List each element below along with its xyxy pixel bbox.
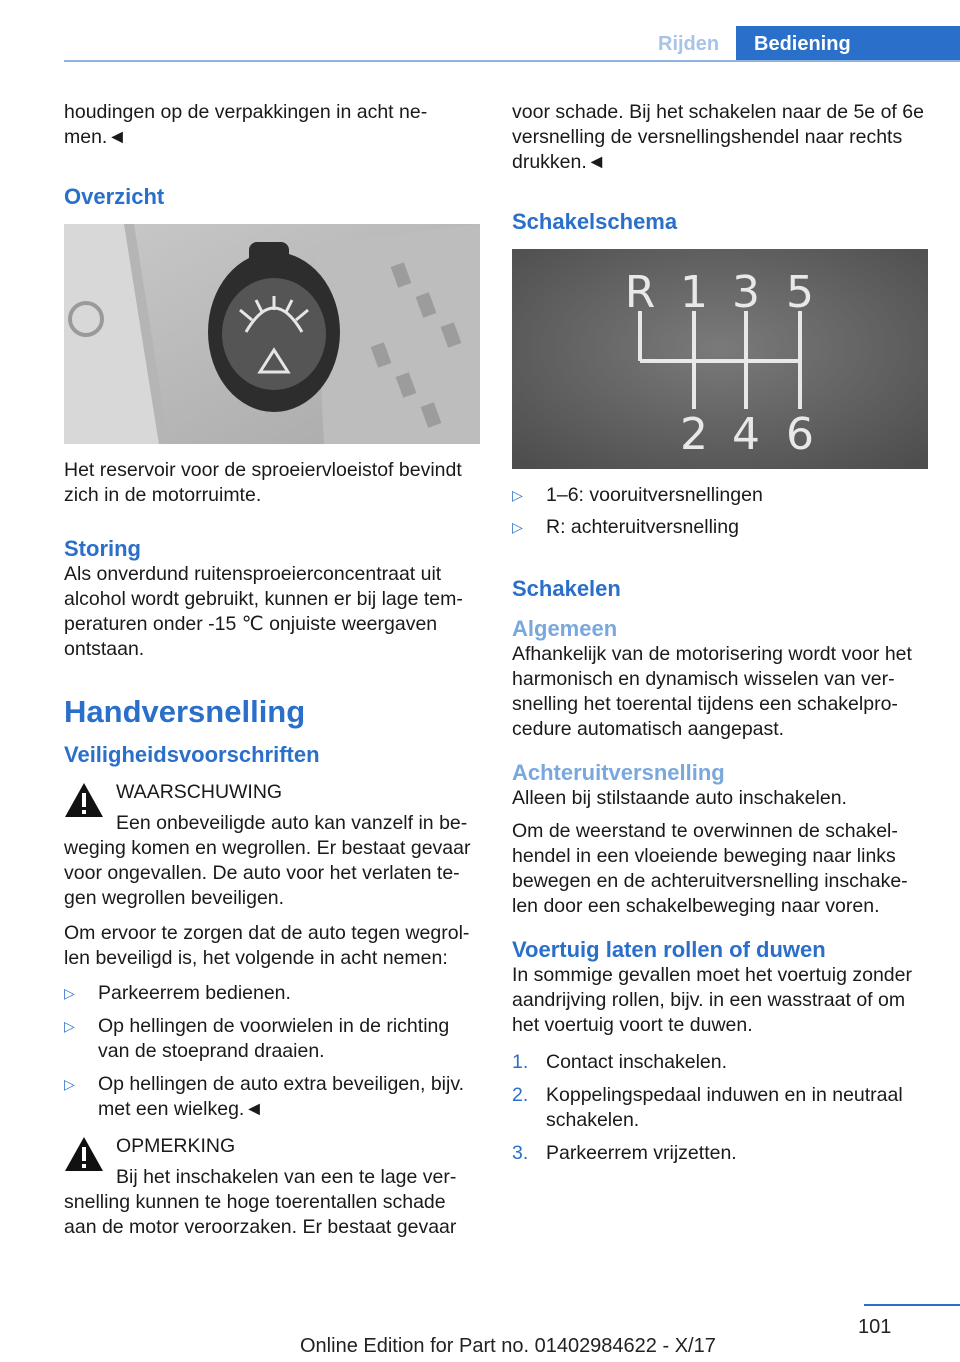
- storing-heading: Storing: [64, 536, 141, 561]
- warning-icon: [64, 1136, 104, 1172]
- achteruit-text-1: Alleen bij stilstaande auto inschakelen.: [512, 787, 847, 809]
- triangle-bullet-icon: ▷: [64, 985, 75, 1001]
- gear-shift-diagram: [512, 249, 928, 469]
- storing-text: Als onverdund ruitensproeierconcentraat uit alcohol wordt gebruikt, kunnen er bij lage tem‐ peraturen onder -15 ℃ onjuiste weergaven ontstaan.: [64, 563, 463, 660]
- right-column: [512, 100, 928, 1166]
- safety-list: [64, 981, 480, 1122]
- gear-label-1: 1: [680, 267, 708, 318]
- edition-text: Online Edition for Part no. 01402984622 - X/17: [300, 1335, 716, 1357]
- steps-list: [512, 1050, 928, 1166]
- list-item: ▷ Op hellingen de voorwielen in de richting van de stoeprand draaien.: [64, 1015, 450, 1062]
- achteruit-text-2: Om de weerstand te overwinnen de schakel‐ hendel in een vloeiende beweging naar links bewegen en de achteruitversnelling inschake‐ len door een schakelbeweging naar voren.: [512, 820, 908, 917]
- header-rule: [64, 60, 960, 62]
- voertuig-text: In sommige gevallen moet het voertuig zonder aandrijving rollen, bijv. in een wasstraat of om het voertuig voort te duwen.: [512, 964, 912, 1036]
- washer-reservoir-image: [64, 224, 480, 444]
- list-item: ▷ Op hellingen de auto extra beveiligen, bijv. met een wielkeg.◄: [64, 1073, 465, 1120]
- left-column: [64, 100, 480, 1240]
- list-item: 3. Parkeerrem vrijzetten.: [512, 1142, 737, 1164]
- gear-label-r: R: [624, 267, 656, 318]
- list-item: ▷ Parkeerrem bedienen.: [64, 982, 291, 1004]
- tab-bediening[interactable]: Bediening: [736, 26, 960, 62]
- triangle-bullet-icon: ▷: [512, 487, 523, 503]
- page-number: 101: [858, 1316, 892, 1338]
- warning-icon: [64, 782, 104, 818]
- handversnelling-heading: Handversnelling: [64, 694, 306, 729]
- reservoir-text: Het reservoir voor de sproeiervloeistof bevindt zich in de motorruimte.: [64, 459, 462, 506]
- notice-title: OPMERKING: [116, 1135, 236, 1157]
- algemeen-heading: Algemeen: [512, 616, 618, 641]
- voertuig-heading: Voertuig laten rollen of duwen: [512, 937, 826, 962]
- schema-list: [512, 483, 928, 540]
- achteruit-heading: Achteruitversnelling: [512, 760, 725, 785]
- warning-block: [64, 780, 480, 805]
- triangle-bullet-icon: ▷: [64, 1076, 75, 1092]
- schakelen-heading: Schakelen: [512, 576, 621, 601]
- right-intro-text: voor schade. Bij het schakelen naar de 5e of 6e versnelling de versnellingshendel naar rechts drukken.◄: [512, 101, 924, 173]
- triangle-bullet-icon: ▷: [64, 1018, 75, 1034]
- overzicht-heading: Overzicht: [64, 184, 165, 209]
- gear-label-3: 3: [732, 267, 760, 318]
- intro-text: houdingen op de verpakkingen in acht ne‐ men.◄: [64, 101, 428, 148]
- warning-text: Een onbeveiligde auto kan vanzelf in be‐ weging komen en wegrollen. Er bestaat gevaar voor ongevallen. De auto voor het verlaten te‐ gen wegrollen beveiligen.: [64, 812, 471, 909]
- algemeen-text: Afhankelijk van de motorisering wordt voor het harmonisch en dynamisch wisselen van ver‐ snelling het toerental tijdens een schakelpro‐ cedure automatisch aangepast.: [512, 643, 912, 740]
- warning-title: WAARSCHUWING: [116, 781, 283, 803]
- tab-rijden[interactable]: Rijden: [658, 33, 720, 55]
- footer-rule: [864, 1304, 960, 1306]
- ervoor-text: Om ervoor te zorgen dat de auto tegen wegrol‐ len beveiligd is, het volgende in acht nemen:: [64, 922, 470, 969]
- notice-text: Bij het inschakelen van een te lage ver‐ snelling kunnen te hoge toerentallen schade aan de motor veroorzaken. Er bestaat gevaar: [64, 1166, 457, 1238]
- list-item: 2. Koppelingspedaal induwen en in neutraal schakelen.: [512, 1084, 903, 1131]
- gear-label-4: 4: [732, 409, 760, 460]
- gear-label-2: 2: [680, 409, 708, 460]
- list-item: 1. Contact inschakelen.: [512, 1051, 728, 1073]
- triangle-bullet-icon: ▷: [512, 519, 523, 535]
- list-item: ▷ R: achteruitversnelling: [512, 516, 739, 538]
- schakelschema-heading: Schakelschema: [512, 209, 678, 234]
- gear-label-6: 6: [786, 409, 814, 460]
- gear-label-5: 5: [786, 267, 814, 318]
- list-item: ▷ 1–6: vooruitversnellingen: [512, 484, 763, 506]
- veiligheid-heading: Veiligheidsvoorschriften: [64, 742, 320, 767]
- notice-block: [64, 1134, 480, 1159]
